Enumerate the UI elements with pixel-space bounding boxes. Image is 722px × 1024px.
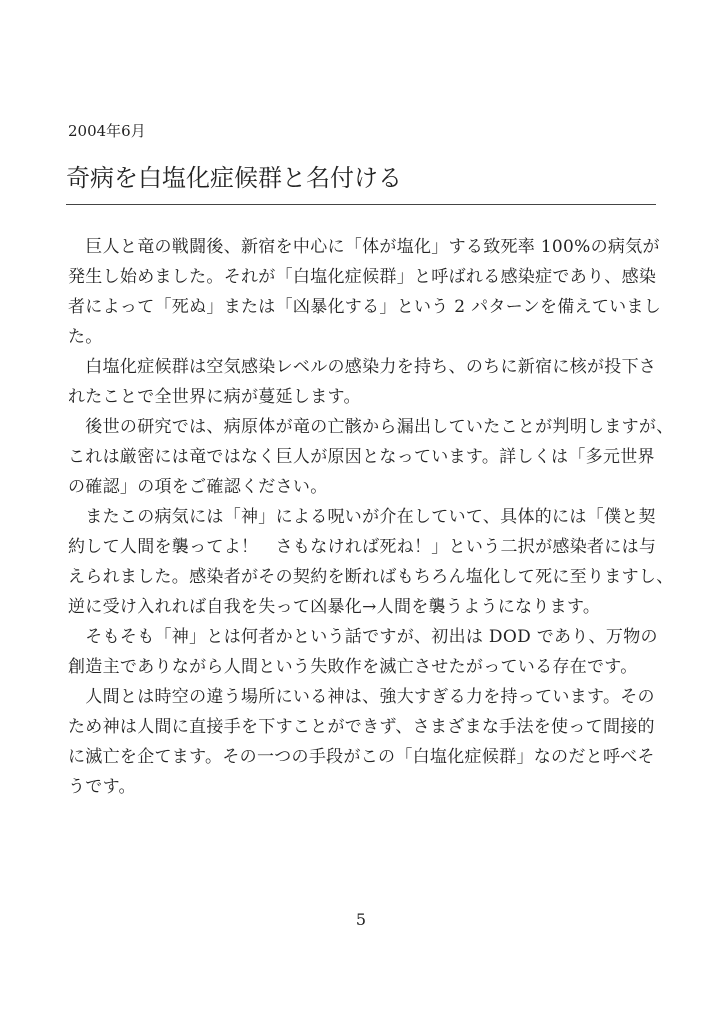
body-line: これは厳密には竜ではなく巨人が原因となっています。詳しくは「多元世界 [68,447,655,467]
body-line: 発生し始めました。それが「白塩化症候群」と呼ばれる感染症であり、感染 [68,267,657,287]
body-line: 者によって「死ぬ」または「凶暴化する」という 2 パターンを備えていまし [68,297,662,317]
section-date: 2004年6月 [68,122,146,140]
body-line: 創造主でありながら人間という失敗作を滅亡させたがっている存在です。 [68,657,638,677]
body-line: 逆に受け入れれば自我を失って凶暴化→人間を襲うようになります。 [68,597,601,617]
body-line: そもそも「神」とは何者かという話ですが、初出は DOD であり、万物の [68,627,658,647]
body-line: またこの病気には「神」による呪いが介在していて、具体的には「僕と契 [68,507,656,527]
body-line: 後世の研究では、病原体が竜の亡骸から漏出していたことが判明しますが、 [68,417,674,437]
body-line: うです。 [68,777,136,797]
body-line: 約して人間を襲ってよ！ さもなければ死ね！」という二択が感染者には与 [68,537,657,557]
page-number: 5 [355,910,367,929]
body-line: ため神は人間に直接手を下すことができず、さまざまな手法を使って間接的 [68,717,655,737]
page-title: 奇病を白塩化症候群と名付ける [66,164,402,192]
body-text [68,232,674,802]
body-line: の確認」の項をご確認ください。 [68,477,328,497]
title-divider [66,204,656,205]
body-line: えられました。感染者がその契約を断ればもちろん塩化して死に至りますし、 [68,567,674,587]
body-line: れたことで全世界に病が蔓延します。 [68,387,361,407]
body-line: た。 [68,327,103,347]
body-line: 人間とは時空の違う場所にいる神は、強大すぎる力を持っています。その [68,687,655,707]
body-line: 白塩化症候群は空気感染レベルの感染力を持ち、のちに新宿に核が投下さ [68,357,657,377]
body-line: に滅亡を企てます。その一つの手段がこの「白塩化症候群」なのだと呼べそ [68,747,655,767]
body-line: 巨人と竜の戦闘後、新宿を中心に「体が塩化」する致死率 100%の病気が [68,237,660,257]
